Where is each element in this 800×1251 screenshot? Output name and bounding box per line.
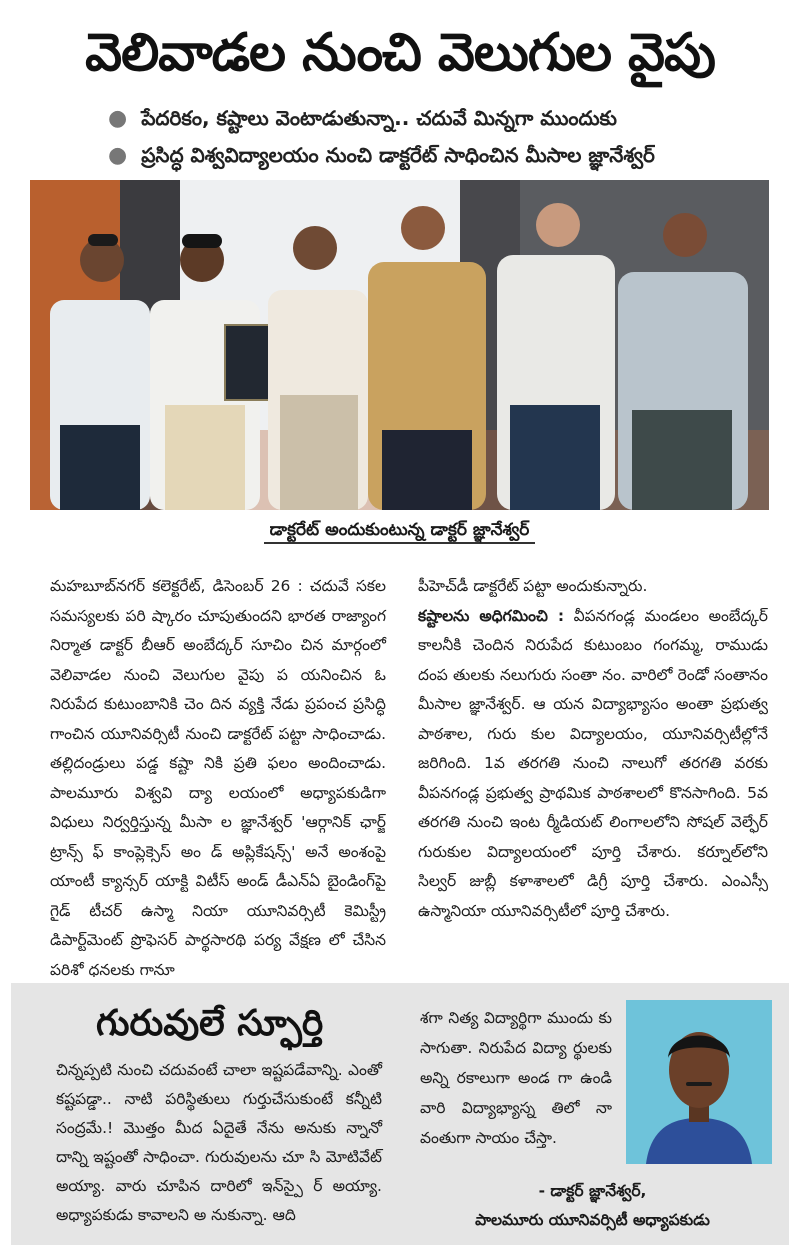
article-paragraph-2-text: వీపనగండ్ల మండలం అంబేద్కర్ కాలనీకి చెందిన నిరుపేద కుటుంబం గంగమ్మ, రాముడు దంప తులకు నలుగురు సంతా నం. వారిలో రెండో సంతానం మీసాల జ్ఞానేశ్వర్. ఆ యన విద్యాభ్యాసం అంతా ప్రభుత్వ పాఠశాల, గురు కుల విద్యాలయం, యూనివర్సిటీల్లోనే జరిగింది. 1వ తరగతి నుంచి నాలుగో తరగతి వరకు వీపనగండ్ల ప్రభుత్వ ప్రాథమిక పాఠశాలలో కొనసాగింది. 5వ తరగతి నుంచి ఇంట ర్మీడియట్ లింగాలలోని సోషల్ వెల్ఫేర్ గురుకుల విద్యాలయంలో పూర్తి చేశారు. కర్నూల్‌లోని సిల్వర్ జుబ్లీ కళాశాలలో డిగ్రీ పూర్తి చేశారు. ఎంఎస్సీ ఉస్మానియా యూనివర్సిటీలో పూర్తి చేశారు. xyxy=(418,606,768,920)
signature-name: - డాక్టర్ జ్ఞానేశ్వర్, xyxy=(538,1182,647,1200)
portrait-illustration xyxy=(626,1000,772,1164)
photo-caption xyxy=(30,515,769,545)
article-paragraph-continued: పీహెచ్‌డీ డాక్టరేట్ పట్టా అందుకున్నారు. xyxy=(418,577,648,595)
article-paragraph: మహబూబ్‌నగర్ కలెక్టరేట్, డిసెంబర్ 26 : చదువే సకల సమస్యలకు పరి ష్కారం చూపుతుందని భారత రాజ్యాంగ నిర్మాత డాక్టర్ బీఆర్ అంబేద్కర్ సూచిం చిన మార్గంలో వెలివాడల నుంచి వెలుగుల వైపు ప యనించిన ఓ నిరుపేద కుటుంబానికి చెం దిన వ్యక్తి నేడు ప్రపంచ ప్రసిద్ధి గాంచిన యూనివర్సిటీ నుంచి డాక్టరేట్ పట్టా సాధించాడు. తల్లిదండ్రులు పడ్డ కష్టా నికి ప్రతి ఫలం అందించాడు. పాలమూరు విశ్వవి ద్యా లయంలో అధ్యాపకుడిగా విధులు నిర్వర్తిస్తున్న మీసా ల జ్ఞానేశ్వర్ 'ఆర్గానిక్ ఛార్జ్ ట్రాన్స్ ఫ్ కాంప్లెక్సెస్ అం డ్ అప్లికేషన్స్' అనే అంశంపై యాంటీ క్యాన్సర్ యాక్టి విటీస్ అండ్ డీఎన్ఏ బైండింగ్‌పై గైడ్ టీచర్ ఉస్మా నియా యూనివర్సిటీ కెమిస్ట్రీ డిపార్ట్‌మెంట్ ప్రొఫెసర్ పార్థసారథి పర్య వేక్షణ లో చేసిన పరిశో ధనలకు గానూ xyxy=(50,577,386,979)
news-photo-illustration xyxy=(30,180,769,510)
bullet-line-2 xyxy=(108,137,788,174)
signature-role: పాలమూరు యూనివర్సిటీ అధ్యాపకుడు xyxy=(475,1211,710,1229)
article-paragraph-2 xyxy=(418,602,768,927)
bullet-line-1 xyxy=(108,100,788,137)
headline: వెలివాడల నుంచి వెలుగుల వైపు xyxy=(85,23,715,83)
article-column-left xyxy=(50,572,386,985)
bullet-text-2: ప్రసిద్ధ విశ్వవిద్యాలయం నుంచి డాక్టరేట్ సాధించిన మీసాల జ్ఞానేశ్వర్ xyxy=(141,143,655,167)
subheadline-bullets xyxy=(108,100,788,174)
portrait-photo xyxy=(626,1000,772,1164)
bullet-dot-icon: ● xyxy=(108,143,128,168)
signature-block xyxy=(420,1177,765,1235)
photo-caption-text: డాక్టరేట్ అందుకుంటున్న డాక్టర్ జ్ఞానేశ్వర్ xyxy=(264,520,536,544)
quote-box-title: గురువులే స్ఫూర్తి xyxy=(96,1003,324,1044)
article-subheading: కష్టాలను అధిగమించి : xyxy=(418,606,565,625)
bullet-text-1: పేదరికం, కష్టాలు వెంటాడుతున్నా.. చదువే మిన్నగా ముందుకు xyxy=(141,106,617,130)
article-column-right xyxy=(418,572,768,926)
quote-box-text-left: చిన్నప్పటి నుంచి చదువంటే చాలా ఇష్టపడేవాన్ని. ఎంతో కష్టపడ్డా.. నాటి పరిస్థితులు గుర్తుచేసుకుంటే కన్నీటి సంద్రమే.! మొత్తం మీద ఏదైతే నేను అనుకు న్నానో దాన్ని ఇష్టంతో సాధించా. గురువులను చూ సి మోటివేట్ అయ్యా. వారు చూపిన దారిలో ఇన్‌స్పై ర్ అయ్యా. అధ్యాపకుడు కావాలని అ నుకున్నా. ఆది xyxy=(56,1061,382,1224)
news-photo xyxy=(30,180,769,510)
quote-box-text-middle: శగా నిత్య విద్యార్థిగా ముందు కు సాగుతా. నిరుపేద విద్యా ర్థులకు అన్ని రకాలుగా అండ గా ఉండి వారి విద్యాభ్యాస్న తిలో నా వంతుగా సాయం చేస్తా. xyxy=(420,1009,612,1147)
bullet-dot-icon: ● xyxy=(108,106,128,131)
